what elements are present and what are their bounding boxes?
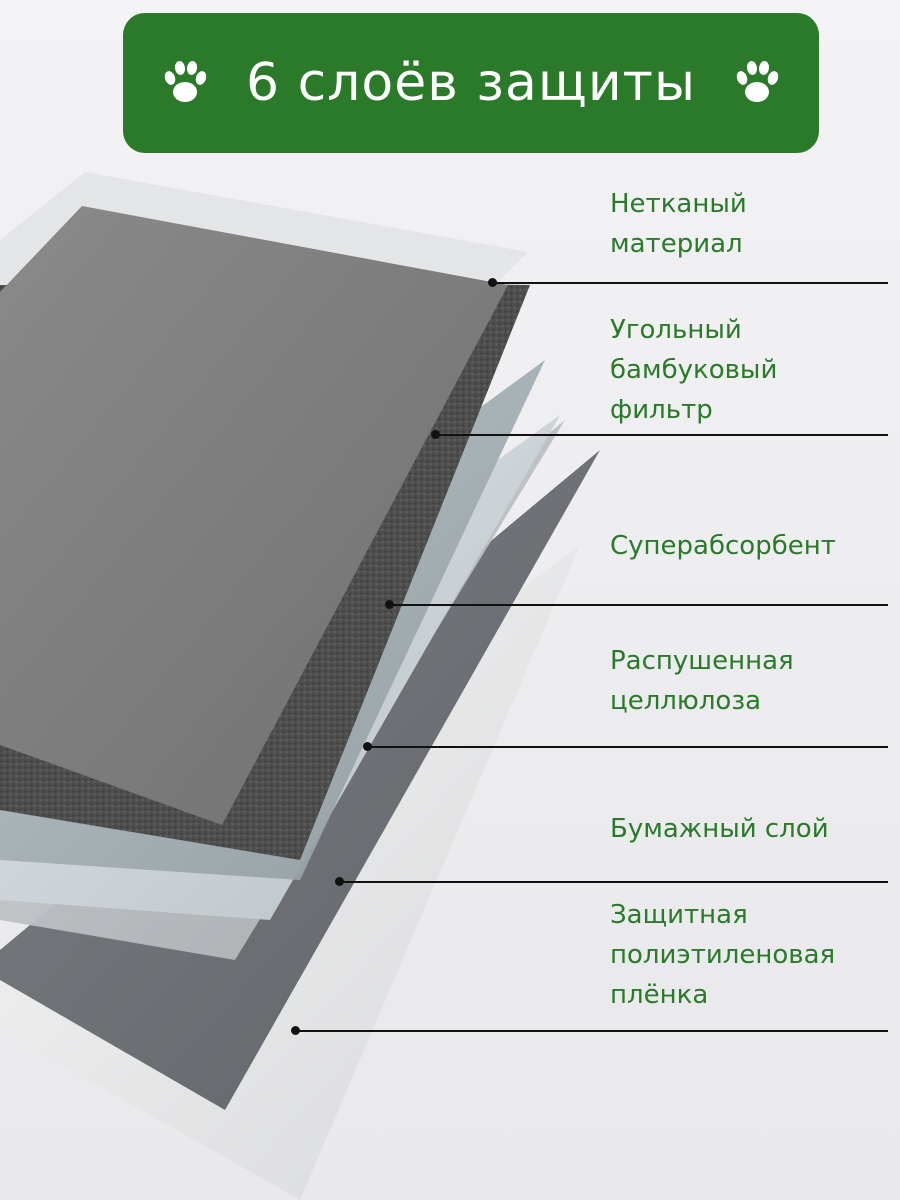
layer-label-nonwoven: Нетканый материал: [610, 189, 747, 259]
pointer-line: [390, 604, 888, 606]
layer-label-charcoal-filter: Угольный бамбуковый фильтр: [610, 315, 778, 425]
pointer-line: [492, 282, 888, 284]
pointer-dot: [431, 430, 440, 439]
layer-label-polyethylene-film: Защитная полиэтиленовая плёнка: [610, 900, 836, 1010]
title-banner: [123, 13, 819, 153]
pointer-dot: [291, 1026, 300, 1035]
pointer-line: [340, 881, 888, 883]
pad-layers-illustration: [0, 160, 620, 1200]
page-title: 6 слоёв защиты: [245, 53, 697, 113]
paw-print-icon: [730, 56, 784, 110]
pointer-line: [436, 434, 888, 436]
pointer-dot: [335, 877, 344, 886]
pointer-dot: [385, 600, 394, 609]
pointer-line: [296, 1030, 888, 1032]
layer-label-fluff-cellulose: Распушенная целлюлоза: [610, 646, 794, 716]
pointer-dot: [488, 278, 497, 287]
pointer-line: [368, 746, 888, 748]
layer-label-superabsorbent: Суперабсорбент: [610, 531, 836, 561]
paw-print-icon: [158, 56, 212, 110]
pointer-dot: [363, 742, 372, 751]
layer-label-paper: Бумажный слой: [610, 814, 829, 844]
